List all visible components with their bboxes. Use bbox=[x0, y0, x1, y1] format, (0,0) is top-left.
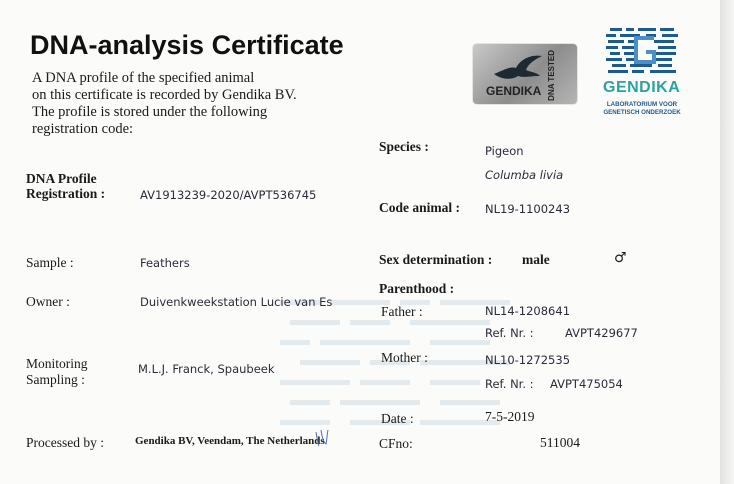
date-label: Date : bbox=[381, 411, 414, 426]
father-ref-value: AVPT429677 bbox=[565, 326, 638, 340]
gendika-logo-text: GENDIKA bbox=[603, 79, 681, 96]
mother-label: Mother : bbox=[381, 350, 428, 365]
registration-label: Registration : bbox=[26, 186, 106, 201]
certificate-title: DNA-analysis Certificate bbox=[30, 30, 344, 60]
registration-value: AV1913239-2020/AVPT536745 bbox=[140, 188, 317, 202]
mother-ref-value: AVPT475054 bbox=[550, 377, 623, 391]
cfno-label: CFno: bbox=[379, 436, 413, 451]
father-label: Father : bbox=[381, 304, 423, 319]
bird-silhouette-icon bbox=[490, 52, 546, 86]
owner-value: Duivenkweekstation Lucie van Es bbox=[140, 295, 333, 309]
species-label: Species : bbox=[379, 139, 429, 154]
species-common-value: Pigeon bbox=[485, 144, 524, 158]
sex-determination-label: Sex determination : bbox=[379, 252, 493, 267]
cfno-value: 511004 bbox=[540, 435, 580, 450]
intro-line-2: on this certificate is recorded by Gendika BV. bbox=[32, 87, 297, 103]
gendika-logo-icon bbox=[606, 26, 680, 74]
male-symbol-icon: ♂ bbox=[614, 250, 627, 266]
logo-subtitle-line-2: GENETISCH ONDERZOEK bbox=[603, 109, 681, 116]
sex-value: male bbox=[522, 252, 550, 267]
date-value: 7-5-2019 bbox=[485, 409, 535, 424]
page-edge bbox=[720, 0, 734, 484]
gendika-logo-subtitle bbox=[602, 101, 682, 117]
seal-side-text: DNA TESTED bbox=[547, 50, 556, 101]
intro-line-4: registration code: bbox=[32, 121, 134, 137]
father-value: NL14-1208641 bbox=[485, 304, 571, 318]
intro-line-1: A DNA profile of the specified animal bbox=[32, 70, 255, 86]
seal-brand-text: GENDIKA bbox=[486, 84, 542, 98]
mother-value: NL10-1272535 bbox=[485, 353, 571, 367]
sampling-label: Sampling : bbox=[26, 372, 85, 387]
processed-by-text: Gendika BV, Veendam, The Netherlands bbox=[135, 435, 325, 447]
dna-profile-label: DNA Profile bbox=[26, 171, 97, 186]
monitoring-label: Monitoring bbox=[26, 356, 88, 371]
monitoring-value: M.L.J. Franck, Spaubeek bbox=[138, 362, 275, 376]
sample-value: Feathers bbox=[140, 256, 190, 270]
code-animal-label: Code animal : bbox=[379, 200, 460, 215]
owner-label: Owner : bbox=[26, 294, 70, 309]
species-latin-value: Columba livia bbox=[485, 168, 564, 182]
parenthood-label: Parenthood : bbox=[379, 281, 455, 296]
intro-line-3: The profile is stored under the following bbox=[32, 104, 268, 120]
mother-ref-label: Ref. Nr. : bbox=[485, 377, 534, 391]
intro-text bbox=[32, 70, 362, 138]
processed-by-value bbox=[135, 435, 325, 447]
father-ref-label: Ref. Nr. : bbox=[485, 326, 534, 340]
processed-by-label: Processed by : bbox=[26, 435, 104, 450]
sample-label: Sample : bbox=[26, 255, 74, 270]
logo-subtitle-line-1: LABORATORIUM VOOR bbox=[606, 101, 678, 108]
code-animal-value: NL19-1100243 bbox=[485, 202, 571, 216]
initials-signature bbox=[314, 426, 330, 448]
